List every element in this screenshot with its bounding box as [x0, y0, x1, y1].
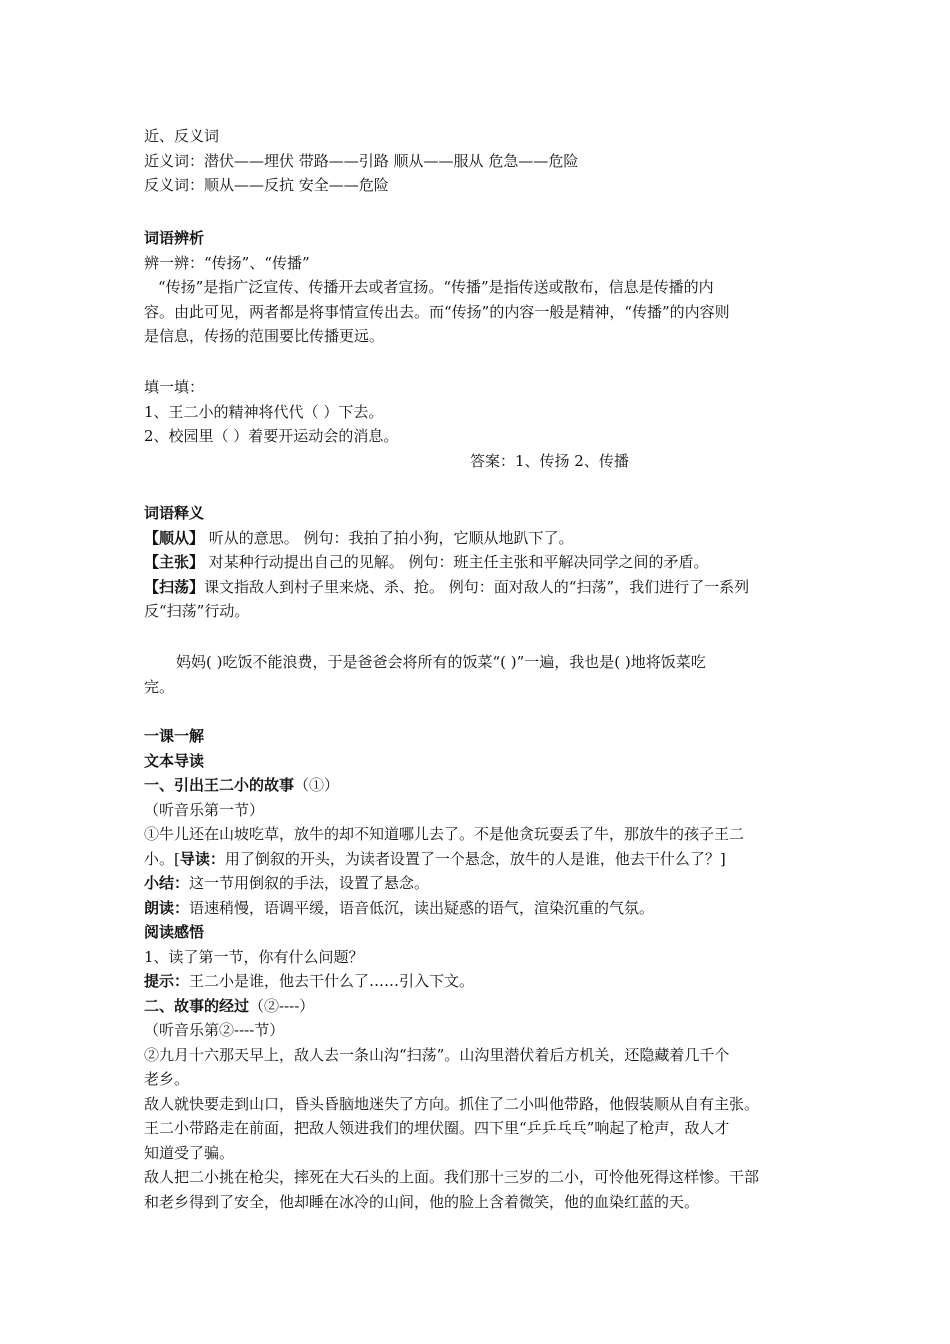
hint-line	[144, 969, 814, 994]
reading-label: 朗读：	[144, 898, 190, 917]
section1-title-suffix: （①）	[294, 776, 340, 794]
section1-title	[144, 773, 814, 798]
discrimination-para-line-3: 是信息，传扬的范围要比传播更远。	[144, 327, 385, 345]
synonyms-heading: 近、反义词	[144, 127, 220, 145]
section1-music: （听音乐第一节）	[144, 800, 265, 819]
fill-answer: 答案：1、传扬 2、传播	[470, 451, 629, 470]
glossary-item	[144, 550, 814, 575]
fill-title: 填一填：	[144, 378, 205, 396]
lesson-section	[144, 724, 814, 1214]
glossary-definition: 听从的意思。 例句：我拍了拍小狗，它顺从地趴下了。	[204, 528, 574, 547]
section1-para-line-2	[144, 847, 814, 872]
lesson-heading: 一课一解	[144, 727, 205, 745]
section2-line: 王二小带路走在前面，把敌人领进我们的埋伏圈。四下里“乒乒乓乓”响起了枪声，敌人才	[144, 1119, 730, 1137]
section2-line: 敌人就快要走到山口，昏头昏脑地迷失了方向。抓住了二小叫他带路，他假装顺从自有主张。	[144, 1094, 760, 1113]
section2-line: ②九月十六那天早上，敌人去一条山沟“扫荡”。山沟里潜伏着后方机关，还隐藏着几千个	[144, 1045, 730, 1064]
discrimination-para-line-1: “传扬”是指广泛宣传、传播开去或者宣扬。“传播”是指传送或散布，信息是传播的内	[158, 278, 714, 296]
discrimination-section	[144, 226, 814, 349]
insight-heading: 阅读感悟	[144, 923, 205, 941]
section2-line: 和老乡得到了安全，他却睡在冰冷的山间，他的脸上含着微笑，他的血染红蓝的天。	[144, 1192, 700, 1211]
section2-title-suffix: （②----）	[249, 996, 315, 1015]
section2-title	[144, 994, 814, 1019]
glossary-item	[144, 526, 814, 551]
reading-line	[144, 896, 814, 921]
exercise-line-1: 妈妈( )吃饭不能浪费，于是爸爸会将所有的饭菜“( )”一遍，我也是( )地将饭菜吃	[176, 653, 706, 671]
section2-title-text: 二、故事的经过	[144, 996, 250, 1015]
hint-text: 王二小是谁，他去干什么了……引入下文。	[189, 972, 475, 990]
glossary-heading: 词语释义	[144, 504, 205, 522]
antonyms-text: 顺从——反抗 安全——危险	[204, 176, 389, 194]
glossary-term: 【扫荡】	[144, 577, 205, 596]
glossary-item	[144, 575, 814, 600]
section2-line: 敌人把二小挑在枪尖，摔死在大石头的上面。我们那十三岁的二小，可怜他死得这样惨。干部	[144, 1168, 760, 1186]
fill-item-1: 1、王二小的精神将代代（ ）下去。	[144, 402, 384, 421]
exercise-line-2: 完。	[144, 677, 175, 696]
section2-line: 老乡。	[144, 1070, 190, 1088]
synonyms-section	[144, 124, 814, 198]
section2-music: （听音乐第②----节）	[144, 1021, 285, 1039]
glossary-continuation: 反“扫荡”行动。	[144, 602, 250, 620]
discrimination-para-line-2: 容。由此可见，两者都是将事情宣传出去。而“传扬”的内容一般是精神，“传播”的内容则	[144, 302, 730, 321]
question-line: 1、读了第一节，你有什么问题？	[144, 947, 364, 966]
near-synonyms-label: 近义词：	[144, 151, 205, 170]
antonyms-label: 反义词：	[144, 176, 205, 194]
glossary-section	[144, 501, 814, 624]
section1-para-text-a: 小。[	[144, 849, 180, 868]
fill-item-2: 2、校园里（ ）着要开运动会的消息。	[144, 427, 399, 445]
antonyms-line	[144, 173, 814, 198]
near-synonyms-line	[144, 149, 814, 174]
discrimination-prompt: 辨一辨：“传扬”、“传播”	[144, 253, 310, 272]
reading-text: 语速稍慢，语调平缓，语音低沉，读出疑惑的语气，渲染沉重的气氛。	[189, 898, 655, 917]
summary-label: 小结：	[144, 874, 190, 892]
summary-text: 这一节用倒叙的手法，设置了悬念。	[189, 874, 430, 892]
section1-title-text: 一、引出王二小的故事	[144, 776, 295, 794]
fill-in-section	[144, 375, 814, 473]
glossary-term: 【顺从】	[144, 528, 205, 547]
discrimination-heading: 词语辨析	[144, 229, 205, 247]
guide-label: 导读：	[179, 849, 225, 868]
glossary-definition: 对某种行动提出自己的见解。 例句：班主任主张和平解决同学之间的矛盾。	[204, 553, 709, 571]
glossary-definition: 课文指敌人到村子里来烧、杀、抢。 例句：面对敌人的“扫荡”，我们进行了一系列	[204, 577, 750, 596]
guide-text: 用了倒叙的开头，为读者设置了一个悬念，放牛的人是谁，他去干什么了？]	[224, 849, 726, 868]
section1-para-line-1: ①牛儿还在山坡吃草，放牛的却不知道哪儿去了。不是他贪玩耍丢了牛，那放牛的孩子王二	[144, 825, 745, 843]
section2-line: 知道受了骗。	[144, 1143, 235, 1162]
glossary-term: 【主张】	[144, 553, 205, 571]
near-synonyms-text: 潜伏——埋伏 带路——引路 顺从——服从 危急——危险	[204, 151, 579, 170]
summary-line	[144, 871, 814, 896]
lesson-subheading: 文本导读	[144, 751, 205, 770]
exercise-section	[144, 650, 814, 699]
hint-label: 提示：	[144, 972, 190, 990]
